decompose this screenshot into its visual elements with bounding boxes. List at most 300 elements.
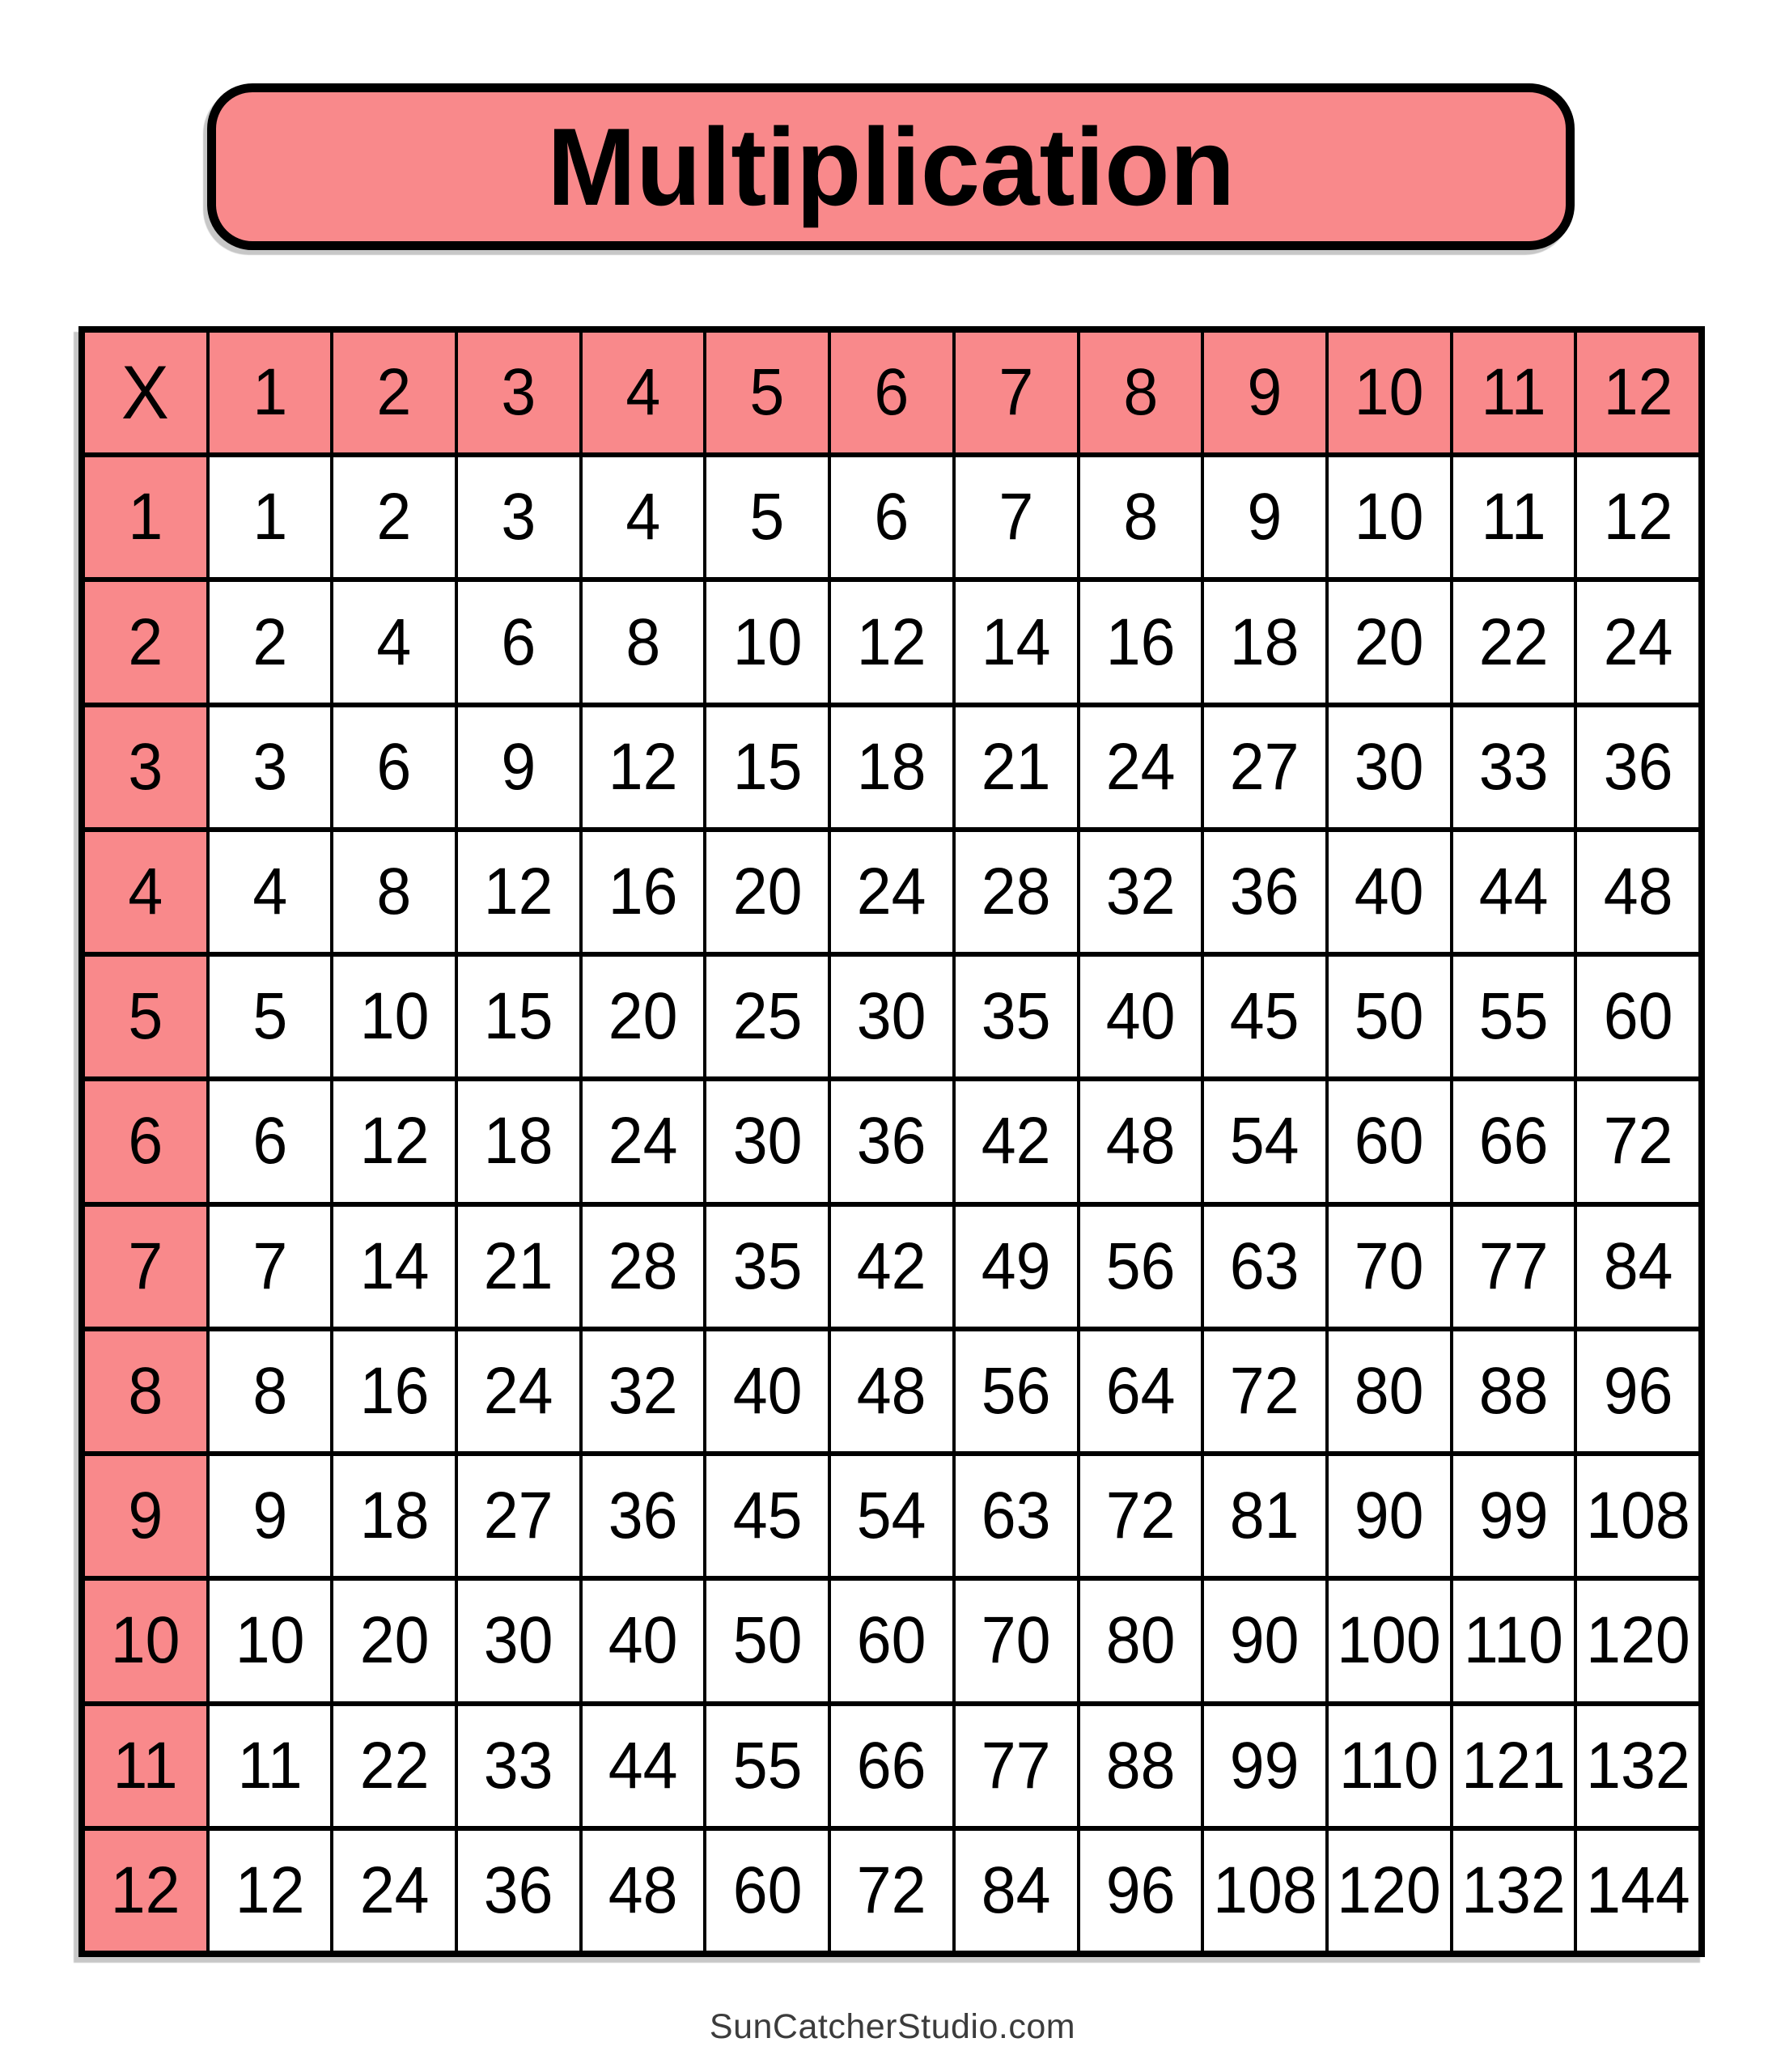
product-cell-2x11: [1453, 582, 1575, 702]
product-cell-12x4-label: 48: [608, 1853, 678, 1927]
product-cell-11x8: [1080, 1706, 1202, 1826]
product-cell-8x9-label: 72: [1230, 1353, 1300, 1428]
product-cell-4x5: [706, 832, 828, 952]
product-cell-3x11-label: 33: [1478, 729, 1549, 804]
product-cell-1x10-label: 10: [1354, 480, 1424, 554]
column-header-cell-12-label: 12: [1603, 355, 1673, 430]
product-cell-4x1: [210, 832, 331, 952]
product-cell-6x4: [583, 1081, 704, 1201]
product-cell-10x6: [831, 1581, 952, 1700]
product-cell-1x1: [210, 457, 331, 577]
product-cell-9x12: [1577, 1456, 1698, 1576]
product-cell-6x1: [210, 1081, 331, 1201]
column-header-cell-9-label: 9: [1247, 355, 1283, 430]
product-cell-12x6: [831, 1831, 952, 1951]
product-cell-4x2: [333, 832, 455, 952]
product-cell-8x10: [1329, 1331, 1450, 1451]
product-cell-5x3: [458, 957, 579, 1076]
row-header-cell-10-label: 10: [110, 1603, 180, 1678]
product-cell-3x8: [1080, 707, 1202, 827]
product-cell-8x1-label: 8: [252, 1353, 287, 1428]
product-cell-11x6-label: 66: [857, 1728, 926, 1802]
row-header-cell-5-label: 5: [128, 979, 163, 1054]
product-cell-3x3: [458, 707, 579, 827]
product-cell-6x3-label: 18: [484, 1104, 553, 1178]
product-cell-7x6-label: 42: [857, 1229, 926, 1303]
product-cell-10x3-label: 30: [484, 1603, 553, 1678]
product-cell-1x4-label: 4: [625, 480, 661, 554]
product-cell-12x9-label: 108: [1212, 1853, 1317, 1927]
product-cell-7x10: [1329, 1207, 1450, 1327]
row-header-cell-11-label: 11: [112, 1728, 178, 1802]
product-cell-7x5: [706, 1207, 828, 1327]
product-cell-11x1: [210, 1706, 331, 1826]
product-cell-8x2: [333, 1331, 455, 1451]
column-header-cell-7: [956, 333, 1077, 452]
product-cell-3x8-label: 24: [1105, 729, 1176, 804]
product-cell-12x12-label: 144: [1585, 1853, 1690, 1927]
product-cell-3x2: [333, 707, 455, 827]
product-cell-2x8-label: 16: [1105, 605, 1176, 679]
product-cell-12x7-label: 84: [981, 1853, 1051, 1927]
product-cell-2x9: [1204, 582, 1325, 702]
product-cell-1x3-label: 3: [501, 480, 536, 554]
product-cell-4x3-label: 12: [484, 855, 553, 929]
product-cell-12x1: [210, 1831, 331, 1951]
product-cell-11x2: [333, 1706, 455, 1826]
product-cell-3x7: [956, 707, 1077, 827]
product-cell-4x11-label: 44: [1478, 855, 1549, 929]
product-cell-3x12-label: 36: [1603, 729, 1673, 804]
product-cell-4x3: [458, 832, 579, 952]
multiplication-table: [78, 326, 1705, 1957]
product-cell-2x6: [831, 582, 952, 702]
product-cell-6x7-label: 42: [981, 1104, 1051, 1178]
product-cell-9x2-label: 18: [359, 1479, 430, 1553]
product-cell-1x9: [1204, 457, 1325, 577]
product-cell-5x2: [333, 957, 455, 1076]
page-title: Multiplication: [546, 105, 1236, 228]
product-cell-6x12-label: 72: [1603, 1104, 1673, 1178]
product-cell-2x5-label: 10: [732, 605, 803, 679]
product-cell-11x11: [1453, 1706, 1575, 1826]
product-cell-2x11-label: 22: [1478, 605, 1549, 679]
product-cell-12x6-label: 72: [857, 1853, 926, 1927]
product-cell-6x5: [706, 1081, 828, 1201]
product-cell-7x7: [956, 1207, 1077, 1327]
product-cell-5x8-label: 40: [1105, 979, 1176, 1054]
product-cell-11x5-label: 55: [732, 1728, 803, 1802]
product-cell-9x7: [956, 1456, 1077, 1576]
product-cell-3x10: [1329, 707, 1450, 827]
product-cell-5x1: [210, 957, 331, 1076]
product-cell-6x1-label: 6: [252, 1104, 287, 1178]
product-cell-11x1-label: 11: [237, 1728, 303, 1802]
product-cell-9x3-label: 27: [484, 1479, 553, 1553]
product-cell-4x9-label: 36: [1230, 855, 1300, 929]
product-cell-5x10-label: 50: [1354, 979, 1424, 1054]
product-cell-7x11-label: 77: [1478, 1229, 1549, 1303]
product-cell-11x2-label: 22: [359, 1728, 430, 1802]
product-cell-12x7: [956, 1831, 1077, 1951]
row-header-cell-3: [85, 707, 206, 827]
column-header-cell-4: [583, 333, 704, 452]
column-header-cell-3: [458, 333, 579, 452]
product-cell-10x12: [1577, 1581, 1698, 1700]
product-cell-1x2: [333, 457, 455, 577]
product-cell-5x12: [1577, 957, 1698, 1076]
product-cell-12x10: [1329, 1831, 1450, 1951]
product-cell-5x5-label: 25: [732, 979, 803, 1054]
column-header-cell-4-label: 4: [625, 355, 661, 430]
product-cell-10x7: [956, 1581, 1077, 1700]
product-cell-4x9: [1204, 832, 1325, 952]
product-cell-1x2-label: 2: [376, 480, 412, 554]
product-cell-12x11-label: 132: [1461, 1853, 1566, 1927]
row-header-cell-9-label: 9: [128, 1479, 163, 1553]
product-cell-1x12-label: 12: [1603, 480, 1673, 554]
product-cell-6x9-label: 54: [1230, 1104, 1300, 1178]
product-cell-2x10-label: 20: [1354, 605, 1424, 679]
product-cell-1x5: [706, 457, 828, 577]
product-cell-7x6: [831, 1207, 952, 1327]
product-cell-11x11-label: 121: [1461, 1728, 1566, 1802]
product-cell-3x11: [1453, 707, 1575, 827]
row-header-cell-1-label: 1: [128, 480, 163, 554]
title-banner: [207, 83, 1575, 250]
product-cell-4x2-label: 8: [376, 855, 412, 929]
product-cell-2x2: [333, 582, 455, 702]
row-header-cell-4-label: 4: [128, 855, 163, 929]
column-header-cell-11-label: 11: [1481, 355, 1546, 430]
product-cell-2x3-label: 6: [501, 605, 536, 679]
product-cell-8x6: [831, 1331, 952, 1451]
product-cell-1x3: [458, 457, 579, 577]
product-cell-1x10: [1329, 457, 1450, 577]
corner-cell-label: X: [121, 350, 170, 435]
product-cell-12x12: [1577, 1831, 1698, 1951]
product-cell-11x5: [706, 1706, 828, 1826]
product-cell-5x12-label: 60: [1603, 979, 1673, 1054]
product-cell-8x7: [956, 1331, 1077, 1451]
product-cell-10x5-label: 50: [732, 1603, 803, 1678]
product-cell-10x12-label: 120: [1585, 1603, 1690, 1678]
product-cell-4x6-label: 24: [857, 855, 926, 929]
product-cell-11x7: [956, 1706, 1077, 1826]
product-cell-2x7: [956, 582, 1077, 702]
product-cell-10x8-label: 80: [1105, 1603, 1176, 1678]
product-cell-5x8: [1080, 957, 1202, 1076]
column-header-cell-3-label: 3: [501, 355, 536, 430]
product-cell-8x10-label: 80: [1354, 1353, 1424, 1428]
product-cell-4x8-label: 32: [1105, 855, 1176, 929]
product-cell-7x7-label: 49: [981, 1229, 1051, 1303]
product-cell-10x2-label: 20: [359, 1603, 430, 1678]
product-cell-12x10-label: 120: [1337, 1853, 1442, 1927]
product-cell-11x12: [1577, 1706, 1698, 1826]
product-cell-6x10-label: 60: [1354, 1104, 1424, 1178]
footer-watermark: SunCatcherStudio.com: [709, 2007, 1076, 2046]
column-header-cell-6-label: 6: [874, 355, 909, 430]
product-cell-7x9-label: 63: [1230, 1229, 1300, 1303]
product-cell-3x4: [583, 707, 704, 827]
product-cell-8x11-label: 88: [1478, 1353, 1549, 1428]
product-cell-6x8-label: 48: [1105, 1104, 1176, 1178]
product-cell-3x5-label: 15: [732, 729, 803, 804]
product-cell-8x8-label: 64: [1105, 1353, 1176, 1428]
product-cell-12x5: [706, 1831, 828, 1951]
product-cell-8x3-label: 24: [484, 1353, 553, 1428]
product-cell-8x12: [1577, 1331, 1698, 1451]
product-cell-4x11: [1453, 832, 1575, 952]
product-cell-3x9: [1204, 707, 1325, 827]
product-cell-10x3: [458, 1581, 579, 1700]
product-cell-8x6-label: 48: [857, 1353, 926, 1428]
product-cell-7x8: [1080, 1207, 1202, 1327]
product-cell-5x2-label: 10: [359, 979, 430, 1054]
product-cell-3x12: [1577, 707, 1698, 827]
product-cell-5x4-label: 20: [608, 979, 678, 1054]
product-cell-7x11: [1453, 1207, 1575, 1327]
row-header-cell-10: [85, 1581, 206, 1700]
product-cell-10x2: [333, 1581, 455, 1700]
product-cell-8x7-label: 56: [981, 1353, 1051, 1428]
product-cell-4x6: [831, 832, 952, 952]
product-cell-12x11: [1453, 1831, 1575, 1951]
row-header-cell-2-label: 2: [128, 605, 163, 679]
product-cell-10x1-label: 10: [235, 1603, 305, 1678]
product-cell-9x1: [210, 1456, 331, 1576]
row-header-cell-12: [85, 1831, 206, 1951]
product-cell-3x10-label: 30: [1354, 729, 1424, 804]
product-cell-1x6-label: 6: [874, 480, 909, 554]
product-cell-4x8: [1080, 832, 1202, 952]
product-cell-2x1-label: 2: [252, 605, 287, 679]
column-header-cell-5-label: 5: [749, 355, 785, 430]
row-header-cell-8-label: 8: [128, 1353, 163, 1428]
product-cell-2x7-label: 14: [981, 605, 1051, 679]
product-cell-3x1: [210, 707, 331, 827]
row-header-cell-6-label: 6: [128, 1104, 163, 1178]
product-cell-2x8: [1080, 582, 1202, 702]
product-cell-5x11: [1453, 957, 1575, 1076]
product-cell-9x4: [583, 1456, 704, 1576]
product-cell-4x10-label: 40: [1354, 855, 1424, 929]
product-cell-8x4: [583, 1331, 704, 1451]
product-cell-11x9-label: 99: [1230, 1728, 1300, 1802]
product-cell-9x8-label: 72: [1105, 1479, 1176, 1553]
product-cell-5x6-label: 30: [857, 979, 926, 1054]
product-cell-2x9-label: 18: [1230, 605, 1300, 679]
row-header-cell-7: [85, 1207, 206, 1327]
product-cell-1x7-label: 7: [998, 480, 1034, 554]
product-cell-12x4: [583, 1831, 704, 1951]
product-cell-3x4-label: 12: [608, 729, 678, 804]
product-cell-11x4: [583, 1706, 704, 1826]
product-cell-8x3: [458, 1331, 579, 1451]
product-cell-10x6-label: 60: [857, 1603, 926, 1678]
product-cell-10x4-label: 40: [608, 1603, 678, 1678]
product-cell-8x4-label: 32: [608, 1353, 678, 1428]
product-cell-6x10: [1329, 1081, 1450, 1201]
row-header-cell-8: [85, 1331, 206, 1451]
product-cell-2x4: [583, 582, 704, 702]
product-cell-6x2: [333, 1081, 455, 1201]
product-cell-6x9: [1204, 1081, 1325, 1201]
row-header-cell-9: [85, 1456, 206, 1576]
product-cell-7x3: [458, 1207, 579, 1327]
product-cell-10x5: [706, 1581, 828, 1700]
column-header-cell-11: [1453, 333, 1575, 452]
product-cell-10x10-label: 100: [1337, 1603, 1442, 1678]
product-cell-1x5-label: 5: [749, 480, 785, 554]
product-cell-5x6: [831, 957, 952, 1076]
product-cell-5x9-label: 45: [1230, 979, 1300, 1054]
product-cell-10x1: [210, 1581, 331, 1700]
product-cell-11x3: [458, 1706, 579, 1826]
product-cell-1x4: [583, 457, 704, 577]
product-cell-11x9: [1204, 1706, 1325, 1826]
column-header-cell-8-label: 8: [1122, 355, 1158, 430]
product-cell-12x5-label: 60: [732, 1853, 803, 1927]
product-cell-1x8: [1080, 457, 1202, 577]
product-cell-7x3-label: 21: [484, 1229, 553, 1303]
row-header-cell-2: [85, 582, 206, 702]
product-cell-5x11-label: 55: [1478, 979, 1549, 1054]
column-header-cell-7-label: 7: [998, 355, 1034, 430]
product-cell-11x3-label: 33: [484, 1728, 553, 1802]
product-cell-2x10: [1329, 582, 1450, 702]
product-cell-8x1: [210, 1331, 331, 1451]
product-cell-7x4: [583, 1207, 704, 1327]
product-cell-8x9: [1204, 1331, 1325, 1451]
product-cell-1x11: [1453, 457, 1575, 577]
product-cell-2x4-label: 8: [625, 605, 661, 679]
product-cell-12x2: [333, 1831, 455, 1951]
column-header-cell-9: [1204, 333, 1325, 452]
product-cell-1x7: [956, 457, 1077, 577]
row-header-cell-3-label: 3: [128, 729, 163, 804]
product-cell-8x8: [1080, 1331, 1202, 1451]
column-header-cell-8: [1080, 333, 1202, 452]
product-cell-3x1-label: 3: [252, 729, 287, 804]
product-cell-2x6-label: 12: [857, 605, 926, 679]
column-header-cell-2: [333, 333, 455, 452]
product-cell-11x7-label: 77: [981, 1728, 1051, 1802]
product-cell-6x3: [458, 1081, 579, 1201]
product-cell-9x8: [1080, 1456, 1202, 1576]
product-cell-9x6: [831, 1456, 952, 1576]
product-cell-7x12: [1577, 1207, 1698, 1327]
column-header-cell-6: [831, 333, 952, 452]
product-cell-1x11-label: 11: [1481, 480, 1546, 554]
product-cell-11x8-label: 88: [1105, 1728, 1176, 1802]
product-cell-12x3-label: 36: [484, 1853, 553, 1927]
product-cell-12x8-label: 96: [1105, 1853, 1176, 1927]
product-cell-7x5-label: 35: [732, 1229, 803, 1303]
column-header-cell-2-label: 2: [376, 355, 412, 430]
product-cell-8x11: [1453, 1331, 1575, 1451]
product-cell-10x9-label: 90: [1230, 1603, 1300, 1678]
column-header-cell-5: [706, 333, 828, 452]
column-header-cell-10-label: 10: [1354, 355, 1424, 430]
product-cell-9x10-label: 90: [1354, 1479, 1424, 1553]
row-header-cell-1: [85, 457, 206, 577]
product-cell-7x9: [1204, 1207, 1325, 1327]
product-cell-2x2-label: 4: [376, 605, 412, 679]
column-header-cell-12: [1577, 333, 1698, 452]
product-cell-1x9-label: 9: [1247, 480, 1283, 554]
product-cell-7x1-label: 7: [252, 1229, 287, 1303]
row-header-cell-11: [85, 1706, 206, 1826]
product-cell-6x7: [956, 1081, 1077, 1201]
product-cell-6x5-label: 30: [732, 1104, 803, 1178]
product-cell-6x2-label: 12: [359, 1104, 430, 1178]
product-cell-12x9: [1204, 1831, 1325, 1951]
product-cell-11x12-label: 132: [1585, 1728, 1690, 1802]
product-cell-12x2-label: 24: [359, 1853, 430, 1927]
product-cell-1x12: [1577, 457, 1698, 577]
product-cell-6x11-label: 66: [1478, 1104, 1549, 1178]
product-cell-11x6: [831, 1706, 952, 1826]
row-header-cell-7-label: 7: [128, 1229, 163, 1303]
product-cell-9x1-label: 9: [252, 1479, 287, 1553]
product-cell-4x4: [583, 832, 704, 952]
product-cell-10x7-label: 70: [981, 1603, 1051, 1678]
column-header-cell-1-label: 1: [252, 355, 287, 430]
product-cell-12x3: [458, 1831, 579, 1951]
row-header-cell-4: [85, 832, 206, 952]
product-cell-6x8: [1080, 1081, 1202, 1201]
product-cell-4x4-label: 16: [608, 855, 678, 929]
product-cell-4x1-label: 4: [252, 855, 287, 929]
product-cell-4x7-label: 28: [981, 855, 1051, 929]
product-cell-6x6: [831, 1081, 952, 1201]
product-cell-9x4-label: 36: [608, 1479, 678, 1553]
product-cell-6x4-label: 24: [608, 1104, 678, 1178]
row-header-cell-5: [85, 957, 206, 1076]
product-cell-4x10: [1329, 832, 1450, 952]
product-cell-9x11: [1453, 1456, 1575, 1576]
product-cell-9x5: [706, 1456, 828, 1576]
product-cell-3x6: [831, 707, 952, 827]
product-cell-3x2-label: 6: [376, 729, 412, 804]
product-cell-7x8-label: 56: [1105, 1229, 1176, 1303]
product-cell-7x10-label: 70: [1354, 1229, 1424, 1303]
product-cell-9x5-label: 45: [732, 1479, 803, 1553]
product-cell-9x9: [1204, 1456, 1325, 1576]
product-cell-3x7-label: 21: [981, 729, 1051, 804]
product-cell-4x12: [1577, 832, 1698, 952]
product-cell-1x6: [831, 457, 952, 577]
product-cell-3x5: [706, 707, 828, 827]
product-cell-5x10: [1329, 957, 1450, 1076]
product-cell-9x9-label: 81: [1230, 1479, 1300, 1553]
product-cell-3x6-label: 18: [857, 729, 926, 804]
row-header-cell-6: [85, 1081, 206, 1201]
product-cell-2x12-label: 24: [1603, 605, 1673, 679]
product-cell-9x7-label: 63: [981, 1479, 1051, 1553]
product-cell-6x11: [1453, 1081, 1575, 1201]
product-cell-9x2: [333, 1456, 455, 1576]
product-cell-9x6-label: 54: [857, 1479, 926, 1553]
product-cell-7x1: [210, 1207, 331, 1327]
product-cell-6x12: [1577, 1081, 1698, 1201]
product-cell-10x8: [1080, 1581, 1202, 1700]
product-cell-5x9: [1204, 957, 1325, 1076]
product-cell-10x4: [583, 1581, 704, 1700]
product-cell-7x2: [333, 1207, 455, 1327]
